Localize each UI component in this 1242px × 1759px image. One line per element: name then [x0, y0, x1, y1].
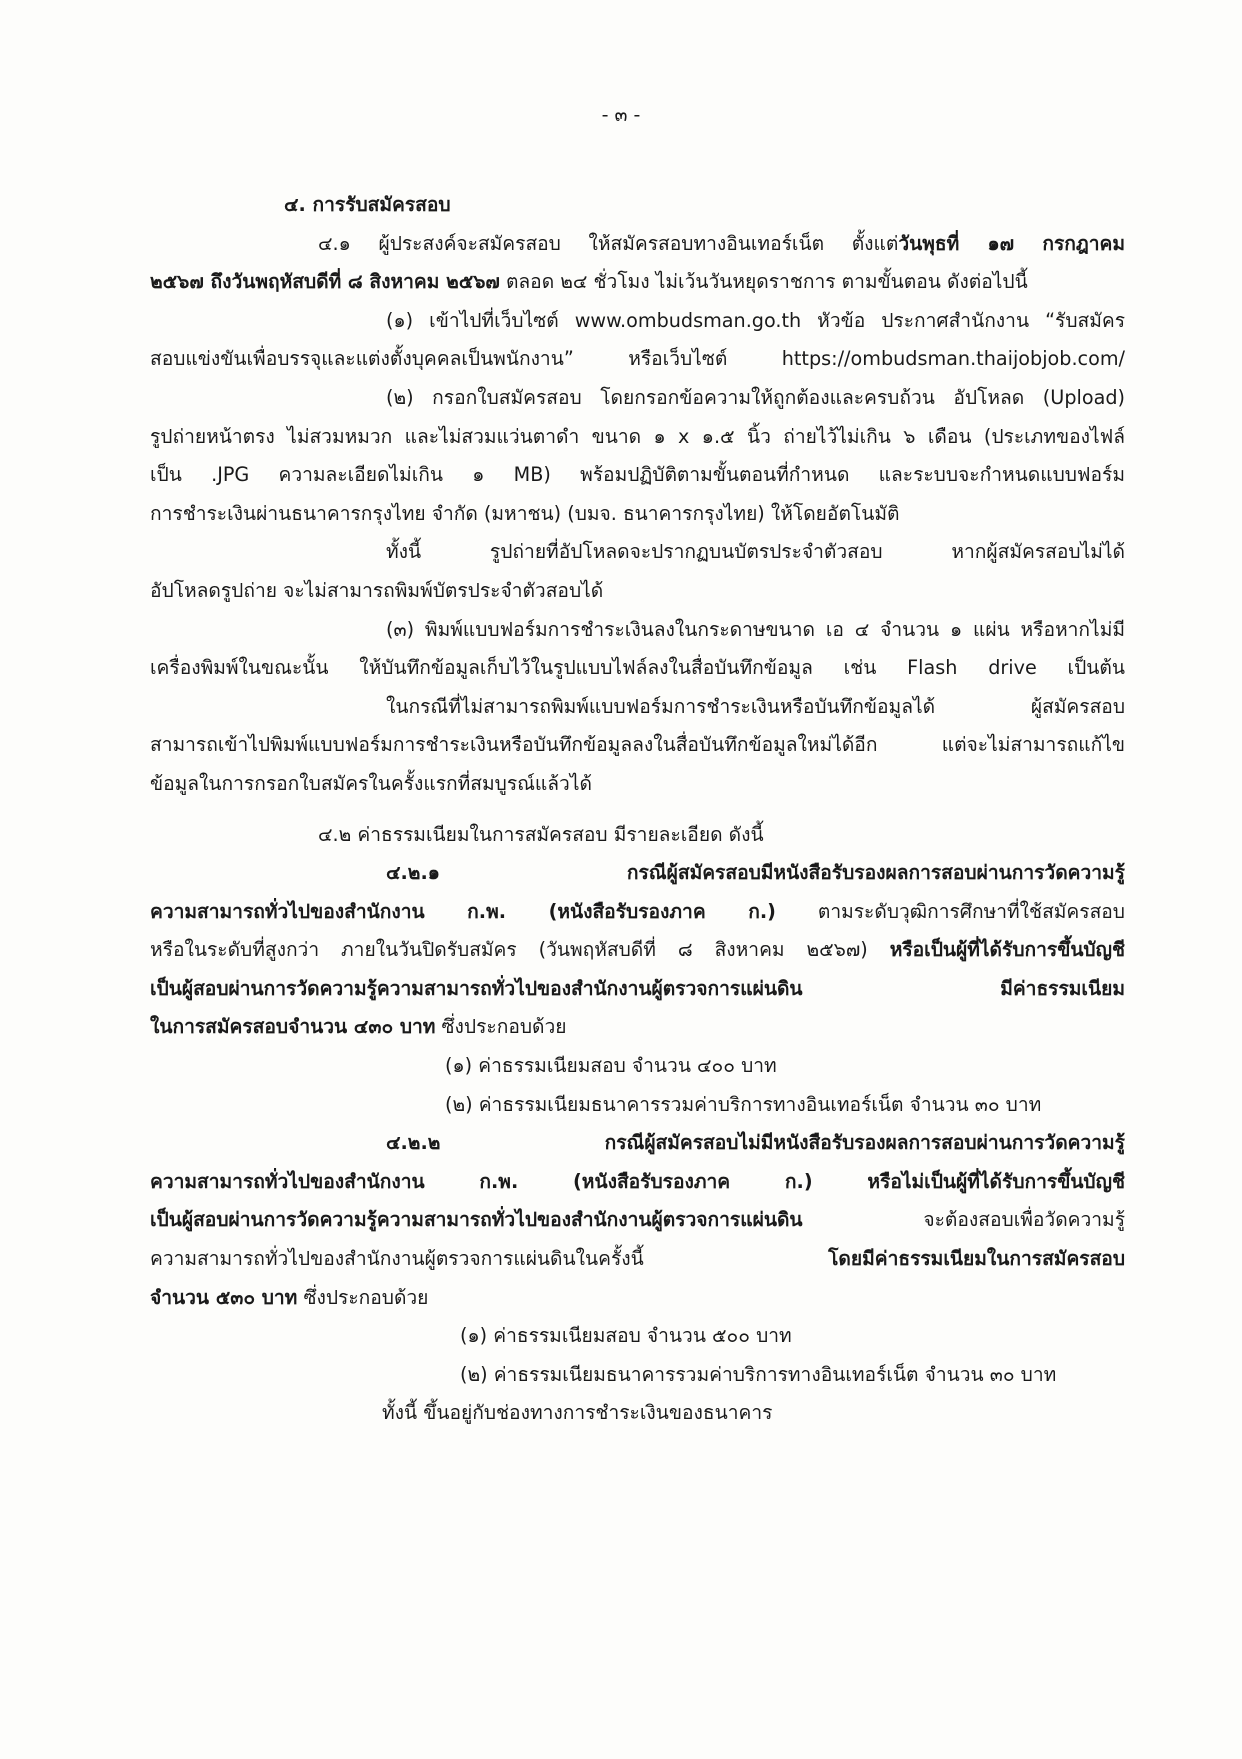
step-2-line-3: เป็น .JPG ความละเอียดไม่เกิน ๑ MB) พร้อมปฏิบัติตามขั้นตอนที่กำหนด และระบบจะกำหนดแบบฟอร์ม	[150, 463, 1125, 487]
p422-text-3: ซึ่งประกอบด้วย	[297, 1285, 429, 1309]
step-2-line-2: รูปถ่ายหน้าตรง ไม่สวมหมวก และไม่สวมแว่นตาดำ ขนาด ๑ x ๑.๕ นิ้ว ถ่ายไว้ไม่เกิน ๖ เดือน (ประเภทของไฟล์	[150, 424, 1125, 448]
paragraph-4-1-line-1	[150, 225, 1125, 264]
p421-bold-text: ความสามารถทั่วไปของสำนักงาน ก.พ. (หนังสือรับรองภาค ก.)	[150, 899, 776, 923]
paragraph-4-2-1-fee-2: (๒) ค่าธรรมเนียมธนาคารรวมค่าบริการทางอินเทอร์เน็ต จำนวน ๓๐ บาท	[445, 1092, 1042, 1116]
paragraph-4-2: ๔.๒ ค่าธรรมเนียมในการสมัครสอบ มีรายละเอียด ดังนี้	[318, 822, 764, 846]
paragraph-4-2-1-line-1: ๔.๒.๑ กรณีผู้สมัครสอบมีหนังสือรับรองผลการสอบผ่านการวัดความรู้	[386, 861, 1125, 885]
paragraph-4-2-2-line-3	[150, 1201, 1125, 1240]
spacer	[150, 804, 1125, 816]
paragraph-4-2-2-line-4	[150, 1240, 1125, 1279]
note-1-line-1: ทั้งนี้ รูปถ่ายที่อัปโหลดจะปรากฏบนบัตรประจำตัวสอบ หากผู้สมัครสอบไม่ได้	[386, 540, 1125, 564]
paragraph-4-2-2-fee-2: (๒) ค่าธรรมเนียมธนาคารรวมค่าบริการทางอินเทอร์เน็ต จำนวน ๓๐ บาท	[460, 1362, 1057, 1386]
paragraph-4-2-2-note: ทั้งนี้ ขึ้นอยู่กับช่องทางการชำระเงินของธนาคาร	[382, 1401, 773, 1425]
paragraph-4-2-1-line-5	[150, 1008, 1125, 1047]
paragraph-4-2-1-line-2	[150, 893, 1125, 932]
p41-text-2: ตลอด ๒๔ ชั่วโมง ไม่เว้นวันหยุดราชการ ตามขั้นตอน ดังต่อไปนี้	[499, 270, 1028, 294]
document-body	[150, 186, 1125, 1433]
p41-text: ๔.๑ ผู้ประสงค์จะสมัครสอบ ให้สมัครสอบทางอินเทอร์เน็ต ตั้งแต่	[318, 231, 899, 255]
page-number: - ๓ -	[601, 104, 641, 126]
p421-bold-text-2: หรือเป็นผู้ที่ได้รับการขึ้นบัญชี	[889, 938, 1125, 962]
p421-text-3: ซึ่งประกอบด้วย	[435, 1015, 567, 1039]
paragraph-4-2-1-line-4: เป็นผู้สอบผ่านการวัดความรู้ความสามารถทั่วไปของสำนักงานผู้ตรวจการแผ่นดิน มีค่าธรรมเนียม	[150, 976, 1125, 1000]
step-3-line-1: (๓) พิมพ์แบบฟอร์มการชำระเงินลงในกระดาษขนาด เอ ๔ จำนวน ๑ แผ่น หรือหากไม่มี	[386, 617, 1125, 641]
p422-text-2: ความสามารถทั่วไปของสำนักงานผู้ตรวจการแผ่นดินในครั้งนี้	[150, 1247, 829, 1271]
paragraph-4-2-1-line-3	[150, 931, 1125, 970]
p421-text-2: หรือในระดับที่สูงกว่า ภายในวันปิดรับสมัคร (วันพฤหัสบดีที่ ๘ สิงหาคม ๒๕๖๗)	[150, 938, 890, 962]
p422-bold-text-2: โดยมีค่าธรรมเนียมในการสมัครสอบ	[828, 1247, 1125, 1271]
paragraph-4-2-2-line-2: ความสามารถทั่วไปของสำนักงาน ก.พ. (หนังสือรับรองภาค ก.) หรือไม่เป็นผู้ที่ได้รับการขึ้นบัญชี	[150, 1169, 1125, 1193]
step-3-line-2: เครื่องพิมพ์ในขณะนั้น ให้บันทึกข้อมูลเก็บไว้ในรูปแบบไฟล์ลงในสื่อบันทึกข้อมูล เช่น Flash drive เป็นต้น	[150, 656, 1125, 680]
p422-text: จะต้องสอบเพื่อวัดความรู้	[802, 1208, 1125, 1232]
p422-fee-total: จำนวน ๕๓๐ บาท	[150, 1285, 298, 1309]
p41-date-start: วันพุธที่ ๑๗ กรกฎาคม	[898, 231, 1126, 255]
paragraph-4-2-2-line-1: ๔.๒.๒ กรณีผู้สมัครสอบไม่มีหนังสือรับรองผลการสอบผ่านการวัดความรู้	[386, 1131, 1125, 1155]
paragraph-4-1-line-2	[150, 263, 1125, 302]
note-1-line-2: อัปโหลดรูปถ่าย จะไม่สามารถพิมพ์บัตรประจำตัวสอบได้	[150, 578, 604, 602]
section-heading: ๔. การรับสมัครสอบ	[284, 193, 451, 216]
step-1-line-1: (๑) เข้าไปที่เว็บไซต์ www.ombudsman.go.th หัวข้อ ประกาศสำนักงาน “รับสมัคร	[386, 308, 1125, 332]
p421-fee-total: ในการสมัครสอบจำนวน ๔๓๐ บาท	[150, 1015, 436, 1039]
paragraph-4-2-2-fee-1: (๑) ค่าธรรมเนียมสอบ จำนวน ๕๐๐ บาท	[460, 1324, 792, 1348]
p41-date-end: ๒๕๖๗ ถึงวันพฤหัสบดีที่ ๘ สิงหาคม ๒๕๖๗	[150, 270, 500, 294]
note-2-line-1: ในกรณีที่ไม่สามารถพิมพ์แบบฟอร์มการชำระเงินหรือบันทึกข้อมูลได้ ผู้สมัครสอบ	[386, 694, 1125, 718]
note-2-line-3: ข้อมูลในการกรอกใบสมัครในครั้งแรกที่สมบูรณ์แล้วได้	[150, 771, 592, 795]
note-2-line-2: สามารถเข้าไปพิมพ์แบบฟอร์มการชำระเงินหรือบันทึกข้อมูลลงในสื่อบันทึกข้อมูลใหม่ได้อีก แต่จะไม่สามารถแก้ไข	[150, 733, 1125, 757]
step-1-line-2: สอบแข่งขันเพื่อบรรจุและแต่งตั้งบุคคลเป็นพนักงาน” หรือเว็บไซต์ https://ombudsman.thaijobjob.com/	[150, 347, 1125, 371]
p422-bold-text: เป็นผู้สอบผ่านการวัดความรู้ความสามารถทั่วไปของสำนักงานผู้ตรวจการแผ่นดิน	[150, 1208, 803, 1232]
paragraph-4-2-1-fee-1: (๑) ค่าธรรมเนียมสอบ จำนวน ๔๐๐ บาท	[445, 1054, 777, 1078]
step-2-line-4: การชำระเงินผ่านธนาคารกรุงไทย จำกัด (มหาชน) (บมจ. ธนาคารกรุงไทย) ให้โดยอัตโนมัติ	[150, 501, 900, 525]
p421-text: ตามระดับวุฒิการศึกษาที่ใช้สมัครสอบ	[775, 899, 1125, 923]
paragraph-4-2-2-line-5	[150, 1279, 1125, 1318]
step-2-line-1: (๒) กรอกใบสมัครสอบ โดยกรอกข้อความให้ถูกต้องและครบถ้วน อัปโหลด (Upload)	[386, 385, 1125, 409]
